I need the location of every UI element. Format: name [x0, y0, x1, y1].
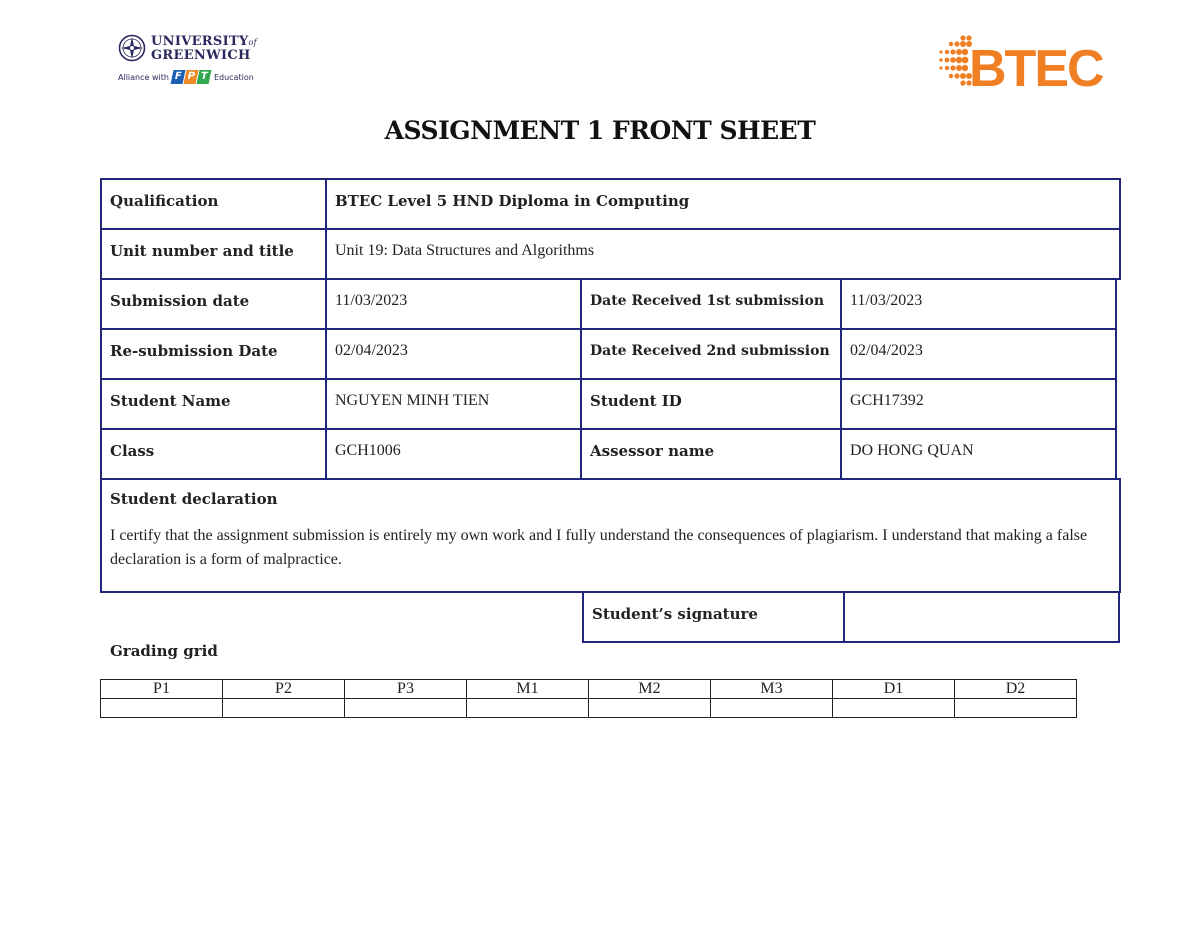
- grade-header-m2: M2: [589, 680, 711, 699]
- grade-header-d1: D1: [833, 680, 955, 699]
- grade-header-m3: M3: [711, 680, 833, 699]
- student-id-value: GCH17392: [840, 378, 1117, 430]
- qualification-label: Qualification: [100, 178, 327, 230]
- signature-field[interactable]: [843, 591, 1120, 643]
- grade-cell-m3[interactable]: [711, 699, 833, 718]
- grade-cell-p1[interactable]: [101, 699, 223, 718]
- btec-wordmark: BTEC: [969, 40, 1103, 92]
- fpt-letter-f: F: [170, 70, 185, 84]
- unit-label: Unit number and title: [100, 228, 327, 280]
- resubmission-date-value: 02/04/2023: [325, 328, 582, 380]
- page-title: ASSIGNMENT 1 FRONT SHEET: [384, 116, 816, 145]
- compass-seal-icon: [118, 34, 146, 62]
- fpt-letter-p: P: [183, 70, 198, 84]
- alliance-suffix: Education: [213, 72, 254, 82]
- btec-logo: [935, 32, 1120, 92]
- submission-date-label: Submission date: [100, 278, 327, 330]
- student-name-value: NGUYEN MINH TIEN: [325, 378, 582, 430]
- grade-header-m1: M1: [467, 680, 589, 699]
- grade-cell-m2[interactable]: [589, 699, 711, 718]
- class-label: Class: [100, 428, 327, 480]
- grading-header-row: [101, 680, 1077, 699]
- grade-cell-d2[interactable]: [955, 699, 1077, 718]
- declaration-text: I certify that the assignment submission is entirely my own work and I fully understand the consequences of plagiarism. I understand that making a false declaration is a form of malpractice.: [110, 527, 1088, 568]
- class-value: GCH1006: [325, 428, 582, 480]
- submission-date-value: 11/03/2023: [325, 278, 582, 330]
- grading-grid-label: Grading grid: [110, 642, 218, 660]
- assessor-name-label: Assessor name: [580, 428, 842, 480]
- declaration-label: Student declaration: [110, 490, 278, 508]
- grade-header-p3: P3: [345, 680, 467, 699]
- front-sheet-table: [100, 178, 1119, 641]
- date-received-1st-label: Date Received 1st submission: [580, 278, 842, 330]
- student-name-label: Student Name: [100, 378, 327, 430]
- alliance-prefix: Alliance with: [118, 72, 169, 82]
- fpt-letter-t: T: [196, 70, 211, 84]
- grade-header-d2: D2: [955, 680, 1077, 699]
- university-greenwich-logo: [118, 34, 258, 94]
- grade-cell-p3[interactable]: [345, 699, 467, 718]
- date-received-1st-value: 11/03/2023: [840, 278, 1117, 330]
- signature-label: Student’s signature: [582, 591, 845, 643]
- resubmission-date-label: Re-submission Date: [100, 328, 327, 380]
- student-declaration: [100, 478, 1121, 593]
- btec-dots-icon: [939, 35, 972, 85]
- grading-grid: [100, 679, 1077, 718]
- assessor-name-value: DO HONG QUAN: [840, 428, 1117, 480]
- grade-cell-d1[interactable]: [833, 699, 955, 718]
- university-line1: UNIVERSITY: [151, 33, 249, 49]
- grade-cell-m1[interactable]: [467, 699, 589, 718]
- university-line2: GREENWICH: [151, 47, 251, 63]
- grade-cell-p2[interactable]: [223, 699, 345, 718]
- university-of: of: [248, 37, 257, 47]
- date-received-2nd-label: Date Received 2nd submission: [580, 328, 842, 380]
- date-received-2nd-value: 02/04/2023: [840, 328, 1117, 380]
- fpt-logo: [172, 70, 211, 84]
- unit-value: Unit 19: Data Structures and Algorithms: [325, 228, 1121, 280]
- grade-header-p1: P1: [101, 680, 223, 699]
- qualification-value: BTEC Level 5 HND Diploma in Computing: [325, 178, 1121, 230]
- grade-header-p2: P2: [223, 680, 345, 699]
- grading-value-row: [101, 699, 1077, 718]
- student-id-label: Student ID: [580, 378, 842, 430]
- alliance-line: [118, 70, 258, 84]
